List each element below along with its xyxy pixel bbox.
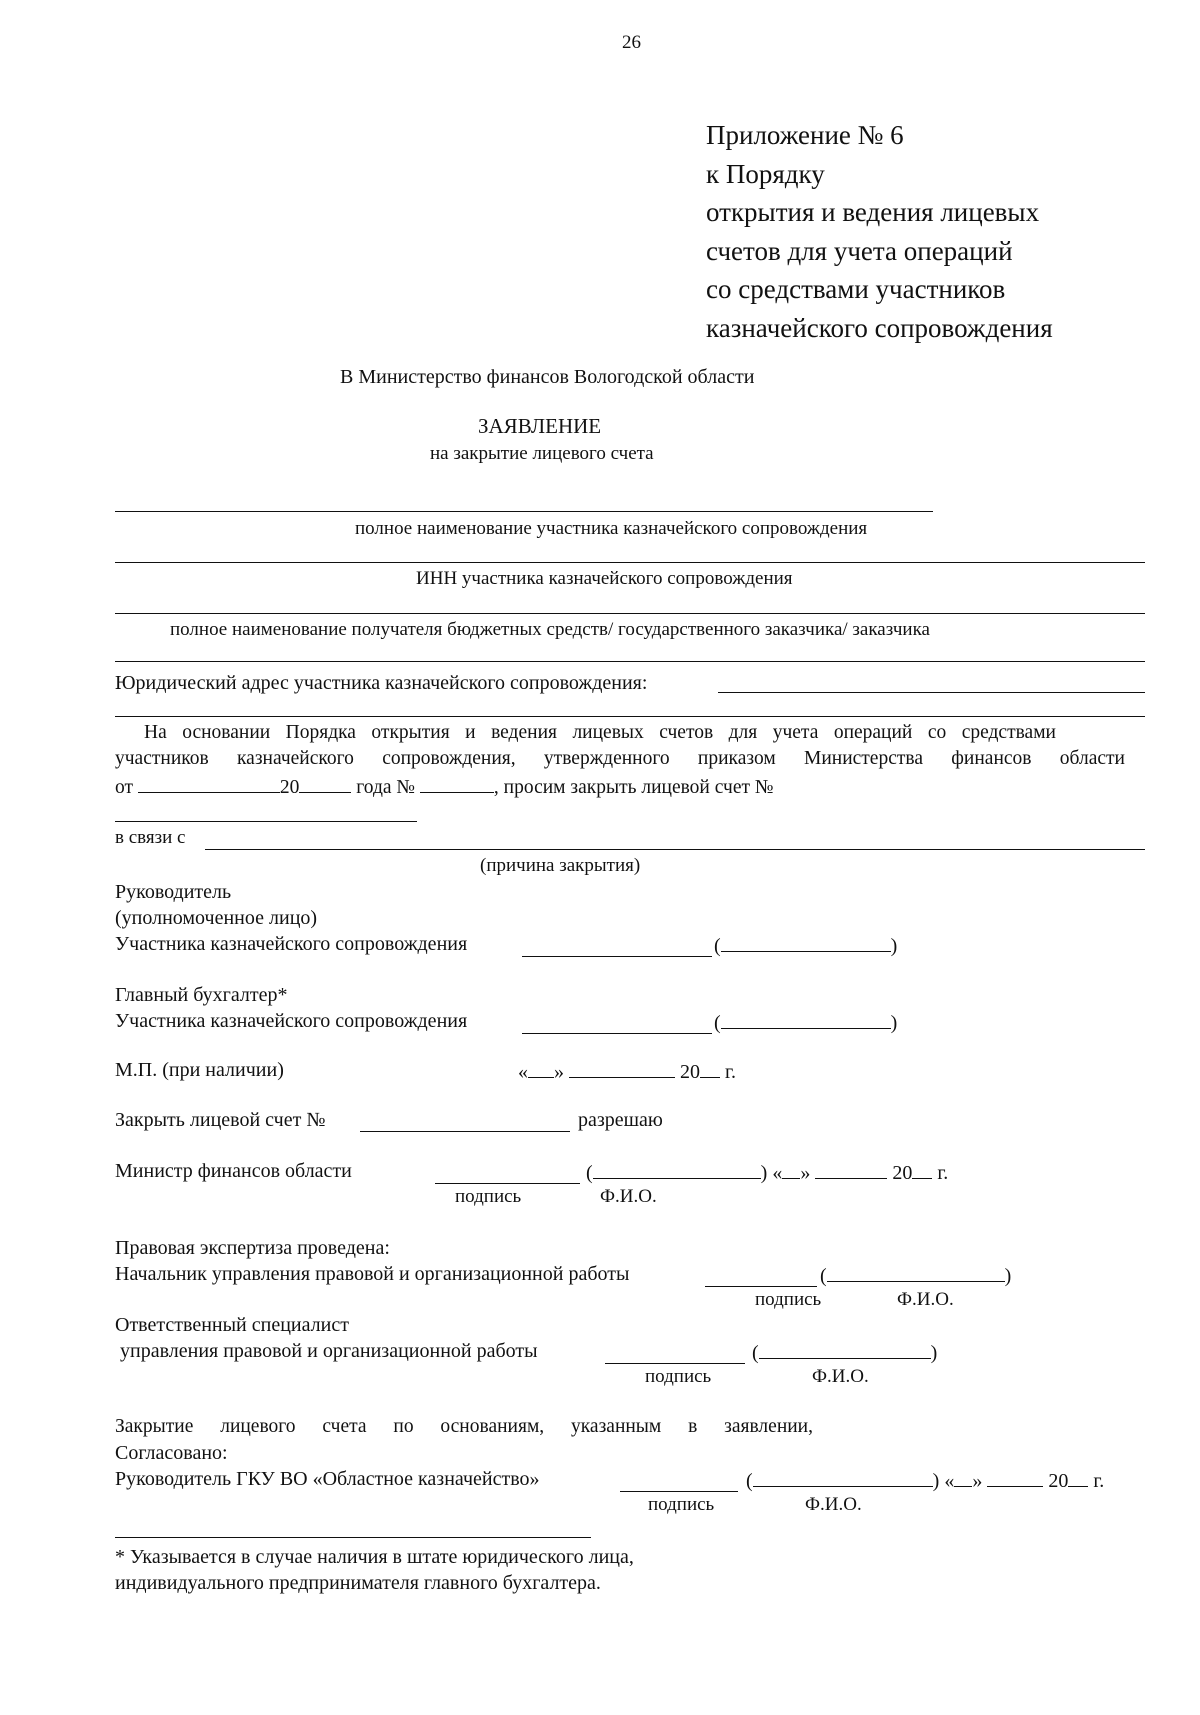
stamp-month-field[interactable] [569, 1059, 675, 1078]
reason-caption: (причина закрытия) [480, 855, 641, 876]
agreement-year-field[interactable] [1068, 1468, 1088, 1487]
minister-signature-field[interactable] [435, 1183, 580, 1184]
head-line-1: Руководитель [115, 881, 232, 903]
stamp-year-suffix: г. [725, 1061, 736, 1083]
legal-address-line-2[interactable] [115, 716, 1145, 717]
agreement-year-suffix: г. [1093, 1470, 1105, 1492]
appendix-line: казначейского сопровождения [706, 312, 1053, 343]
accountant-signature-field[interactable] [522, 1033, 712, 1034]
head-signature-field[interactable] [522, 956, 712, 957]
footnote-line-1: * Указывается в случае наличия в штате юридического лица, [115, 1546, 634, 1568]
appendix-line: Приложение № 6 [706, 120, 904, 150]
close-quote: » [554, 1061, 564, 1083]
legal-address-label: Юридический адрес участника казначейского сопровождения: [115, 672, 648, 694]
request-text: , просим закрыть лицевой счет № [493, 777, 774, 798]
open-quote: « [518, 1061, 528, 1083]
participant-inn-caption: ИНН участника казначейского сопровождения [416, 568, 793, 589]
agreement-signature-caption: подпись [648, 1494, 715, 1515]
number-sign: № [396, 777, 416, 798]
close-permit-suffix: разрешаю [578, 1109, 663, 1131]
legal-review-signature-caption: подпись [755, 1289, 822, 1310]
goda-label: года [356, 777, 392, 798]
agreement-fio-date: ( ) « » 20 г. [746, 1470, 1105, 1492]
agreement-month-field[interactable] [987, 1468, 1043, 1487]
ot-label: от [115, 777, 134, 798]
minister-fio-date: ( ) « » 20 г. [586, 1162, 949, 1184]
order-number-field[interactable] [420, 774, 494, 793]
specialist-fio-field[interactable]: ( ) [752, 1342, 938, 1364]
agreement-line-3: Руководитель ГКУ ВО «Областное казначейство» [115, 1468, 540, 1490]
specialist-line-2: управления правовой и организационной работы [120, 1340, 538, 1362]
appendix-header [706, 116, 1053, 347]
recipient-name-line[interactable] [115, 613, 1145, 614]
minister-year-suffix: г. [937, 1162, 949, 1184]
appendix-line: к Порядку [706, 158, 825, 189]
appendix-line: открытия и ведения лицевых [706, 197, 1040, 227]
legal-review-fio-field[interactable]: ( ) [820, 1265, 1012, 1287]
participant-inn-line[interactable] [115, 562, 1145, 563]
specialist-fio-caption: Ф.И.О. [812, 1366, 869, 1387]
accountant-fio-field[interactable]: ( ) [714, 1012, 898, 1034]
order-day-month-field[interactable] [138, 774, 280, 793]
head-fio-blank[interactable] [721, 933, 891, 952]
agreement-line-2: Согласовано: [115, 1442, 228, 1464]
account-number-line[interactable] [115, 821, 417, 822]
agreement-line-1: Закрытие лицевого счета по основаниям, указанным в заявлении, [115, 1416, 813, 1437]
stamp-date [518, 1059, 736, 1084]
specialist-line-1: Ответственный специалист [115, 1314, 349, 1336]
close-permit-label: Закрыть лицевой счет № [115, 1109, 326, 1131]
specialist-signature-caption: подпись [645, 1366, 712, 1387]
head-line-2: (уполномоченное лицо) [115, 907, 318, 929]
accountant-line-1: Главный бухгалтер* [115, 984, 288, 1006]
participant-name-line[interactable] [115, 511, 933, 512]
minister-fio-caption: Ф.И.О. [600, 1186, 657, 1207]
addressee: В Министерство финансов Вологодской области [340, 366, 755, 388]
stamp-year-field[interactable] [700, 1059, 720, 1078]
legal-review-fio-caption: Ф.И.О. [897, 1289, 954, 1310]
appendix-line: счетов для учета операций [706, 235, 1013, 266]
recipient-extra-line[interactable] [115, 661, 1145, 662]
basis-line-2: участников казначейского сопровождения, утвержденного приказом Министерства финансов области [115, 748, 1125, 769]
appendix-line: со средствами участников [706, 274, 1006, 304]
agreement-fio-caption: Ф.И.О. [805, 1494, 862, 1515]
head-line-3: Участника казначейского сопровождения [115, 933, 468, 955]
minister-fio-field[interactable] [593, 1160, 761, 1179]
basis-line-3 [115, 774, 773, 799]
year-prefix: 20 [279, 777, 300, 798]
specialist-signature-field[interactable] [605, 1363, 745, 1364]
legal-address-line[interactable] [718, 692, 1145, 693]
minister-year-field[interactable] [912, 1160, 932, 1179]
participant-name-caption: полное наименование участника казначейского сопровождения [355, 518, 868, 539]
recipient-name-caption: полное наименование получателя бюджетных средств/ государственного заказчика/ заказчика [170, 619, 930, 640]
basis-line-1: На основании Порядка открытия и ведения лицевых счетов для учета операций со средствами [144, 722, 1056, 743]
minister-label: Министр финансов области [115, 1160, 352, 1182]
head-fio-field[interactable]: ( ) [714, 935, 898, 957]
reason-label: в связи с [115, 827, 186, 848]
minister-month-field[interactable] [815, 1160, 887, 1179]
minister-year-prefix: 20 [892, 1162, 913, 1184]
reason-line[interactable] [205, 849, 1145, 850]
legal-review-line-2: Начальник управления правовой и организационной работы [115, 1263, 630, 1285]
doc-title: ЗАЯВЛЕНИЕ [478, 414, 602, 438]
doc-subtitle: на закрытие лицевого счета [430, 443, 654, 464]
order-year-field[interactable] [299, 774, 351, 793]
agreement-year-prefix: 20 [1048, 1470, 1069, 1492]
legal-review-line-1: Правовая экспертиза проведена: [115, 1237, 390, 1259]
footnote-line-2: индивидуального предпринимателя главного бухгалтера. [115, 1572, 601, 1594]
stamp-day-field[interactable] [528, 1059, 554, 1078]
footnote-separator [115, 1537, 591, 1538]
specialist-fio-blank[interactable] [759, 1340, 931, 1359]
stamp-label: М.П. (при наличии) [115, 1059, 284, 1081]
accountant-line-2: Участника казначейского сопровождения [115, 1010, 468, 1032]
legal-review-signature-field[interactable] [705, 1286, 817, 1287]
stamp-year-prefix: 20 [680, 1061, 700, 1083]
close-permit-account-field[interactable] [360, 1131, 570, 1132]
legal-review-fio-blank[interactable] [827, 1263, 1005, 1282]
agreement-fio-field[interactable] [753, 1468, 933, 1487]
accountant-fio-blank[interactable] [721, 1010, 891, 1029]
agreement-signature-field[interactable] [620, 1491, 738, 1492]
minister-day-field[interactable] [782, 1160, 800, 1179]
page-number: 26 [622, 32, 641, 53]
agreement-day-field[interactable] [954, 1468, 972, 1487]
minister-signature-caption: подпись [455, 1186, 522, 1207]
